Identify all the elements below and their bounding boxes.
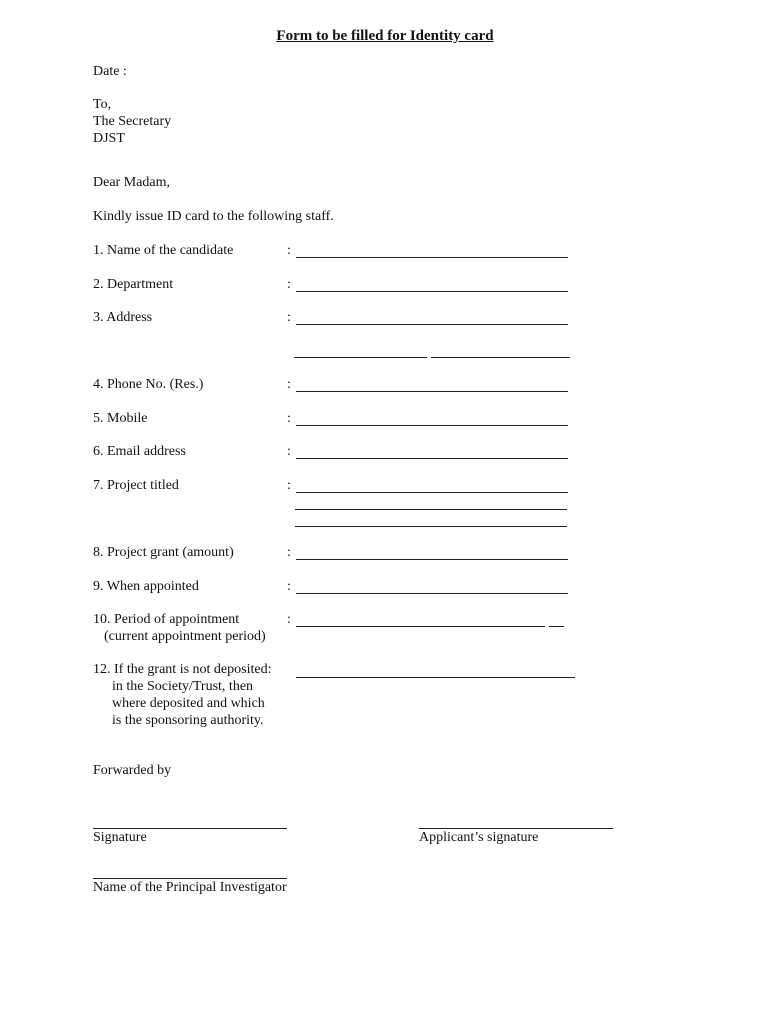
- field-label-grant-deposit: 12. If the grant is not deposited:: [93, 662, 272, 677]
- field-line-period-2[interactable]: [549, 626, 564, 627]
- field-line-name[interactable]: [296, 257, 568, 258]
- field-label-phone: 4. Phone No. (Res.): [93, 377, 204, 392]
- field-line-address[interactable]: [296, 324, 568, 325]
- field-line-grant-deposit[interactable]: [296, 677, 575, 678]
- field-line-project[interactable]: [296, 492, 568, 493]
- field-line-address-2b[interactable]: [431, 357, 570, 358]
- field-colon: :: [287, 377, 291, 392]
- field-label-period: 10. Period of appointment: [93, 612, 240, 627]
- field-sublabel-period: (current appointment period): [104, 629, 266, 644]
- field-line-project-3[interactable]: [295, 526, 567, 527]
- forwarded-by-label: Forwarded by: [93, 763, 172, 778]
- address-line-to: To,: [93, 97, 112, 112]
- field-label-grant: 8. Project grant (amount): [93, 545, 234, 560]
- field-line-appointed[interactable]: [296, 593, 568, 594]
- field-line-mobile[interactable]: [296, 425, 568, 426]
- field-line-period[interactable]: [296, 626, 545, 627]
- address-line-secretary: The Secretary: [93, 114, 172, 129]
- field-line-department[interactable]: [296, 291, 568, 292]
- field-colon: :: [287, 444, 291, 459]
- field-line-grant[interactable]: [296, 559, 568, 560]
- field-colon: :: [287, 612, 291, 627]
- field-colon: :: [287, 579, 291, 594]
- field-line-address-2a[interactable]: [294, 357, 427, 358]
- field-label-appointed: 9. When appointed: [93, 579, 199, 594]
- field-colon: :: [287, 310, 291, 325]
- date-label: Date :: [93, 64, 127, 79]
- field-label-email: 6. Email address: [93, 444, 186, 459]
- form-title: [0, 28, 770, 45]
- field-colon: :: [287, 277, 291, 292]
- field-label-department: 2. Department: [93, 277, 174, 292]
- field-colon: :: [287, 478, 291, 493]
- field-line-phone[interactable]: [296, 391, 568, 392]
- form-title-text: Form to be filled for Identity card: [276, 28, 494, 44]
- field-line-email[interactable]: [296, 458, 568, 459]
- field-sublabel-line: in the Society/Trust, then: [112, 679, 254, 694]
- pi-name-label: Name of the Principal Investigator: [93, 880, 287, 895]
- field-sublabel-line: where deposited and which: [112, 696, 265, 711]
- field-label-name: 1. Name of the candidate: [93, 243, 234, 258]
- field-colon: :: [287, 411, 291, 426]
- signature-label: Signature: [93, 830, 147, 845]
- field-label-address: 3. Address: [93, 310, 153, 325]
- salutation: Dear Madam,: [93, 175, 170, 190]
- address-line-org: DJST: [93, 131, 125, 146]
- field-label-project: 7. Project titled: [93, 478, 179, 493]
- applicant-signature-label: Applicant’s signature: [419, 830, 539, 845]
- field-line-project-2[interactable]: [295, 509, 567, 510]
- field-colon: :: [287, 243, 291, 258]
- intro-text: Kindly issue ID card to the following staff.: [93, 209, 334, 224]
- field-colon: :: [287, 545, 291, 560]
- field-label-mobile: 5. Mobile: [93, 411, 148, 426]
- field-sublabel-line: is the sponsoring authority.: [112, 713, 264, 728]
